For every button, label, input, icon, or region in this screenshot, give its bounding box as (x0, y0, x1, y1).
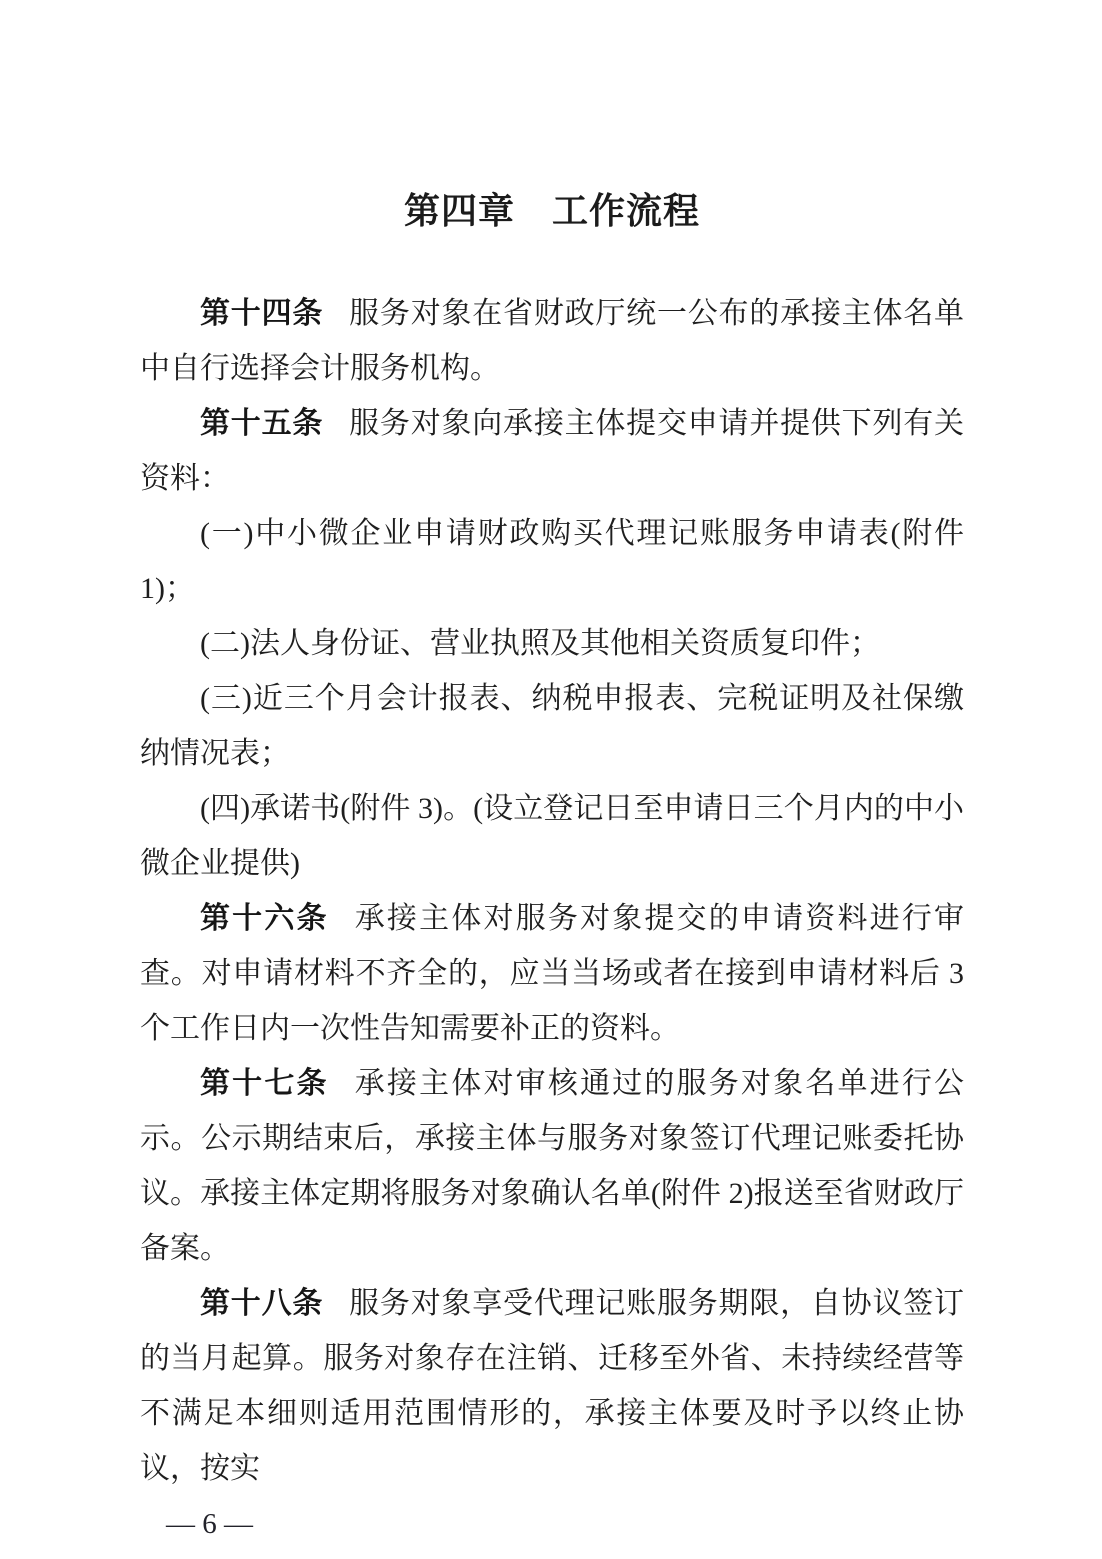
article-paragraph-15 (140, 396, 964, 506)
article-text: (四)承诺书(附件 3)。(设立登记日至申请日三个月内的中小微企业提供) (140, 792, 964, 880)
article-text: 服务对象在省财政厅统一公布的承接主体名单中自行选择会计服务机构。 (140, 297, 965, 385)
chapter-title: 第四章 工作流程 (403, 190, 700, 231)
article-number: 第十六条 (200, 902, 329, 935)
list-item-3 (140, 671, 964, 781)
article-text: 服务对象向承接主体提交申请并提供下列有关资料： (140, 407, 965, 495)
article-number: 第十四条 (200, 297, 324, 330)
article-text: 承接主体对审核通过的服务对象名单进行公示。公示期结束后，承接主体与服务对象签订代理记账委托协议。承接主体定期将服务对象确认名单(附件 2)报送至省财政厅备案。 (140, 1067, 965, 1265)
article-number: 第十七条 (200, 1067, 329, 1100)
list-item-2 (140, 616, 964, 671)
document-body (140, 286, 964, 1496)
list-item-1 (140, 506, 964, 616)
article-paragraph-16 (140, 891, 964, 1056)
article-paragraph-14 (140, 286, 964, 396)
article-paragraph-17 (140, 1056, 964, 1276)
page-number: — 6 — (166, 1508, 253, 1540)
article-text: 承接主体对服务对象提交的申请资料进行审查。对申请材料不齐全的，应当当场或者在接到申请材料后 3 个工作日内一次性告知需要补正的资料。 (140, 902, 965, 1045)
list-item-4 (140, 781, 964, 891)
article-number: 第十五条 (200, 407, 324, 440)
article-paragraph-18 (140, 1276, 964, 1496)
article-text: 服务对象享受代理记账服务期限，自协议签订的当月起算。服务对象存在注销、迁移至外省、未持续经营等不满足本细则适用范围情形的，承接主体要及时予以终止协议，按实 (140, 1287, 965, 1485)
article-text: (二)法人身份证、营业执照及其他相关资质复印件； (200, 627, 880, 660)
article-text: (三)近三个月会计报表、纳税申报表、完税证明及社保缴纳情况表； (140, 682, 964, 770)
article-text: (一)中小微企业申请财政购买代理记账服务申请表(附件 1)； (140, 517, 964, 605)
article-number: 第十八条 (200, 1287, 324, 1320)
